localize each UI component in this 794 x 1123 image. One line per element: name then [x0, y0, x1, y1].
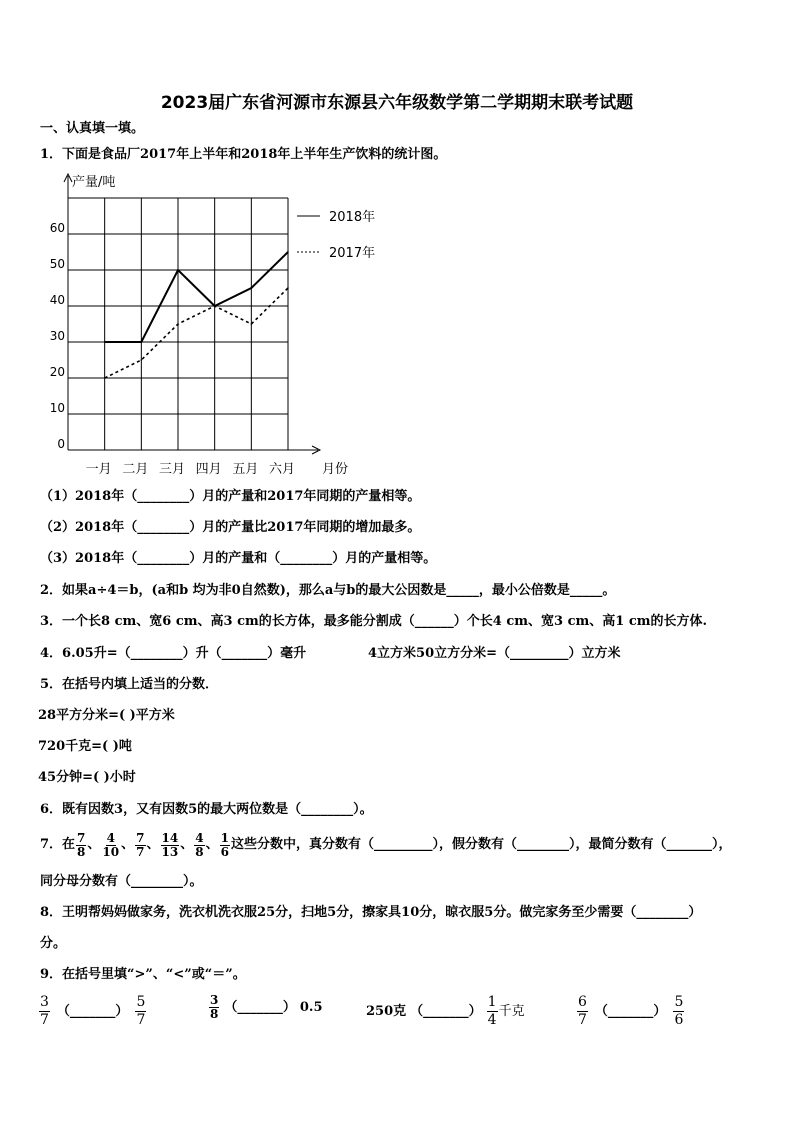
question-7-line-2: 同分母分数有（________）。	[40, 874, 203, 889]
x-tick-label: 一月	[85, 462, 112, 477]
x-tick-label: 四月	[195, 462, 222, 477]
fraction: $\frac{1}{4}$	[487, 994, 497, 1028]
separator: 、	[205, 837, 219, 852]
chart-axes	[64, 174, 320, 454]
chart-legend	[297, 209, 375, 261]
fraction: $\frac{4}{10}$	[102, 830, 120, 859]
y-tick-label: 10	[49, 401, 65, 415]
question-1-sub-1: （1）2018年（________）月的产量和2017年同期的产量相等。	[40, 489, 421, 504]
question-9-stem: 9．在括号里填“>”、“<”或“＝”。	[40, 967, 246, 982]
separator: 、	[121, 837, 135, 852]
question-4-part-1: 4．6.05升=（________）升（_______）毫升	[40, 646, 307, 661]
separator: 、	[87, 837, 101, 852]
data-point	[104, 377, 106, 379]
question-7-prefix: 7．在	[40, 837, 76, 852]
question-3: 3．一个长8 cm、宽6 cm、高3 cm的长方体，最多能分割成（______）个长4 cm、宽3 cm、高1 cm的长方体.	[40, 614, 708, 629]
fraction: $\frac{14}{13}$	[161, 830, 179, 859]
separator: 、	[180, 837, 194, 852]
data-point	[287, 287, 289, 289]
comparison-4	[576, 994, 685, 1029]
x-tick-label: 三月	[158, 462, 186, 477]
question-8-line-1: 8．王明帮妈妈做家务，洗衣机洗衣服25分，扫地5分，擦家具10分，晾衣服5分。做完家务至少需要（________）	[40, 905, 702, 920]
y-tick-label: 50	[49, 257, 65, 271]
answer-blank: （_______）	[594, 1003, 667, 1019]
data-point	[141, 341, 143, 343]
x-tick-label: 五月	[232, 462, 259, 477]
question-5-line-1: 28平方分米=( )平方米	[38, 708, 175, 723]
x-tick-label: 二月	[122, 462, 149, 477]
question-5-line-3: 45分钟=( )小时	[38, 770, 136, 785]
answer-blank: （_______）	[56, 1003, 129, 1019]
y-tick-label: 30	[49, 329, 65, 343]
mass-value: 250克	[366, 1003, 407, 1019]
unit-label: 千克	[498, 1003, 525, 1019]
section-heading: 一、认真填一填。	[40, 121, 145, 136]
page-title: 2023届广东省河源市东源县六年级数学第二学期期末联考试题	[160, 93, 634, 113]
legend-label: 2017年	[329, 246, 376, 261]
question-1-sub-3: （3）2018年（________）月的产量和（________）月的产量相等。	[40, 551, 437, 566]
data-point	[177, 323, 179, 325]
fraction: $\frac{4}{8}$	[195, 830, 204, 859]
fraction: $\frac{5}{7}$	[136, 994, 146, 1028]
comparison-3	[366, 994, 525, 1029]
data-point	[251, 287, 253, 289]
comparison-2	[208, 994, 323, 1021]
data-point	[104, 341, 106, 343]
y-tick-labels	[50, 221, 65, 451]
y-axis-label: 产量/吨	[72, 175, 116, 190]
fraction: $\frac{5}{6}$	[674, 994, 684, 1028]
question-5-line-2: 720千克=( )吨	[38, 739, 132, 754]
question-7-rest: 这些分数中，真分数有（_________），假分数有（________），最简分数有（_______），	[230, 837, 732, 852]
x-tick-labels	[86, 462, 295, 477]
comparison-1	[38, 994, 147, 1029]
data-point	[214, 305, 216, 307]
question-1-sub-2: （2）2018年（________）月的产量比2017年同期的增加最多。	[40, 520, 421, 535]
data-point	[251, 323, 253, 325]
fraction: $\frac{7}{8}$	[77, 830, 86, 859]
series-line-2018年	[105, 252, 288, 342]
y-tick-label: 60	[49, 221, 65, 235]
fraction: $\frac{3}{7}$	[40, 994, 49, 1028]
question-7-line-1	[40, 830, 731, 860]
fraction: $\frac{6}{7}$	[578, 994, 587, 1028]
data-point	[141, 359, 143, 361]
x-axis-label: 月份	[322, 462, 349, 477]
question-4-part-2: 4立方米50立方分米=（_________）立方米	[368, 646, 621, 661]
question-6: 6．既有因数3，又有因数5的最大两位数是（________）。	[40, 802, 373, 817]
separator: 、	[146, 837, 160, 852]
x-tick-label: 六月	[268, 462, 296, 477]
y-tick-label: 0	[57, 437, 65, 451]
legend-label: 2018年	[329, 210, 376, 225]
answer-blank: （_______）	[410, 1003, 482, 1019]
fraction: $\frac{3}{8}$	[210, 993, 219, 1021]
y-tick-label: 40	[49, 293, 65, 307]
fraction: $\frac{1}{6}$	[220, 830, 229, 859]
question-1-stem: 1．下面是食品厂2017年上半年和2018年上半年生产饮料的统计图。	[40, 147, 447, 162]
question-2: 2．如果a÷4＝b，(a和b 均为非0自然数)，那么a与b的最大公因数是_____，最小公倍数是_____。	[40, 583, 616, 598]
question-5-stem: 5．在括号内填上适当的分数．	[40, 677, 219, 692]
data-point	[287, 251, 289, 253]
y-tick-label: 20	[49, 365, 65, 379]
answer-blank: （_______）	[224, 999, 296, 1015]
decimal-value: 0.5	[299, 999, 323, 1015]
data-point	[177, 269, 179, 271]
fraction: $\frac{7}{7}$	[136, 830, 145, 859]
series-line-2017年	[105, 288, 288, 378]
question-8-line-2: 分。	[40, 936, 67, 951]
production-line-chart	[0, 165, 400, 485]
